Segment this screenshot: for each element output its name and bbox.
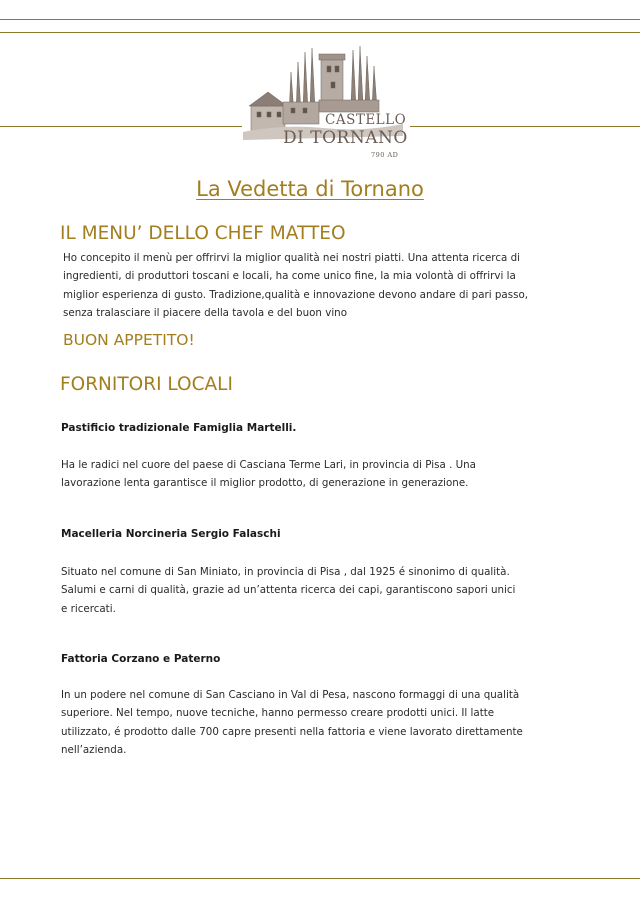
- logo-text-di-tornano: DI TORNANO: [283, 128, 408, 148]
- supplier-description: [61, 563, 515, 618]
- chef-intro-paragraph: [63, 249, 528, 322]
- paragraph-line: Situato nel comune di San Miniato, in provincia di Pisa , dal 1925 é sinonimo di qualità.: [61, 566, 510, 578]
- logo-text-castello: CASTELLO: [325, 112, 407, 128]
- paragraph-line: e ricercati.: [61, 602, 116, 615]
- paragraph-line: miglior esperienza di gusto. Tradizione,qualità e innovazione devono andare di pari passo,: [63, 288, 529, 301]
- top-divider-line: [0, 19, 640, 20]
- chef-menu-heading: IL MENU’ DELLO CHEF MATTEO: [60, 223, 346, 244]
- buon-appetito-text: BUON APPETITO!: [63, 331, 195, 349]
- paragraph-line: superiore. Nel tempo, nuove tecniche, hanno permesso creare prodotti unici. Il latte: [61, 707, 495, 720]
- restaurant-title: La Vedetta di Tornano: [196, 177, 424, 201]
- supplier-description: [61, 686, 523, 759]
- paragraph-line: Ha le radici nel cuore del paese di Casciana Terme Lari, in provincia di Pisa . Una: [61, 459, 476, 471]
- paragraph-line: Salumi e carni di qualità, grazie ad un’attenta ricerca dei capi, garantiscono sapori unici: [61, 584, 516, 597]
- paragraph-line: nell’azienda.: [61, 743, 127, 756]
- supplier-name: Macelleria Norcineria Sergio Falaschi: [61, 528, 281, 540]
- supplier-description: [61, 456, 476, 493]
- bottom-divider-line: [0, 878, 640, 879]
- paragraph-line: In un podere nel comune di San Casciano in Val di Pesa, nascono formaggi di una qualità: [61, 689, 520, 701]
- castello-di-tornano-logo: [243, 44, 413, 164]
- paragraph-line: senza tralasciare il piacere della tavola e del buon vino: [63, 306, 348, 319]
- supplier-name: Fattoria Corzano e Paterno: [61, 653, 221, 665]
- paragraph-line: ingredienti, di produttori toscani e locali, ha come unico fine, la mia volontà di offrirvi la: [63, 270, 516, 283]
- logo-year: 790 AD: [371, 151, 399, 159]
- paragraph-line: utilizzato, é prodotto dalle 700 capre presenti nella fattoria e viene lavorato direttamente: [61, 725, 523, 738]
- supplier-name: Pastificio tradizionale Famiglia Martelli.: [61, 422, 297, 434]
- logo-right-divider: [410, 126, 640, 127]
- local-suppliers-heading: FORNITORI LOCALI: [60, 374, 233, 395]
- paragraph-line: Ho concepito il menù per offrirvi la miglior qualità nei nostri piatti. Una attenta ricerca di: [63, 252, 520, 264]
- top-divider-line-secondary: [0, 32, 640, 33]
- logo-left-divider: [0, 126, 242, 127]
- paragraph-line: lavorazione lenta garantisce il miglior prodotto, di generazione in generazione.: [61, 477, 469, 490]
